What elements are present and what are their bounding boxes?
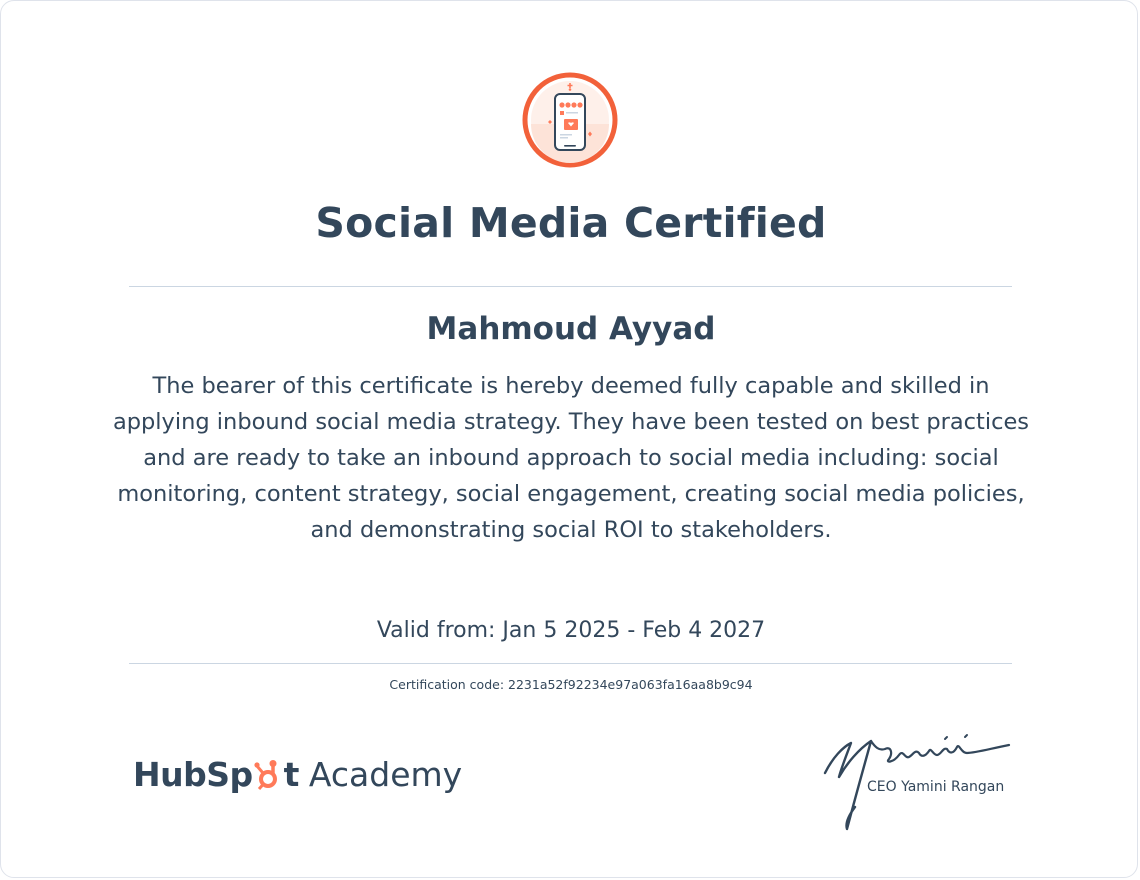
logo-tail-text: t [283,754,299,794]
certification-code: Certification code: 2231a52f92234e97a063fa16aa8b9c94 [389,677,753,692]
validity-dates: Valid from: Jan 5 2025 - Feb 4 2027 [376,618,766,643]
top-divider [129,286,1012,287]
certificate-title: Social Media Certified [315,199,827,247]
ceo-caption: CEO Yamini Rangan [867,779,1005,795]
certificate-description: The bearer of this certificate is hereby deemed fully capable and skilled in applying inbound social media strategy. They have been tested on best practices and are ready to take an inbound approach to social media including: social monitoring, content strategy, social engagement, creating social media policies, and demonstrating social ROI to stakeholders. [112,373,1030,543]
logo-academy-text: Academy [308,754,463,794]
logo-hub-text: HubSp [133,754,253,794]
bottom-divider [129,663,1012,664]
phone-social-badge-icon [522,72,618,168]
recipient-name: Mahmoud Ayyad [426,311,716,347]
hubspot-academy-logo [133,749,462,799]
hubspot-sprocket-icon [254,759,284,793]
